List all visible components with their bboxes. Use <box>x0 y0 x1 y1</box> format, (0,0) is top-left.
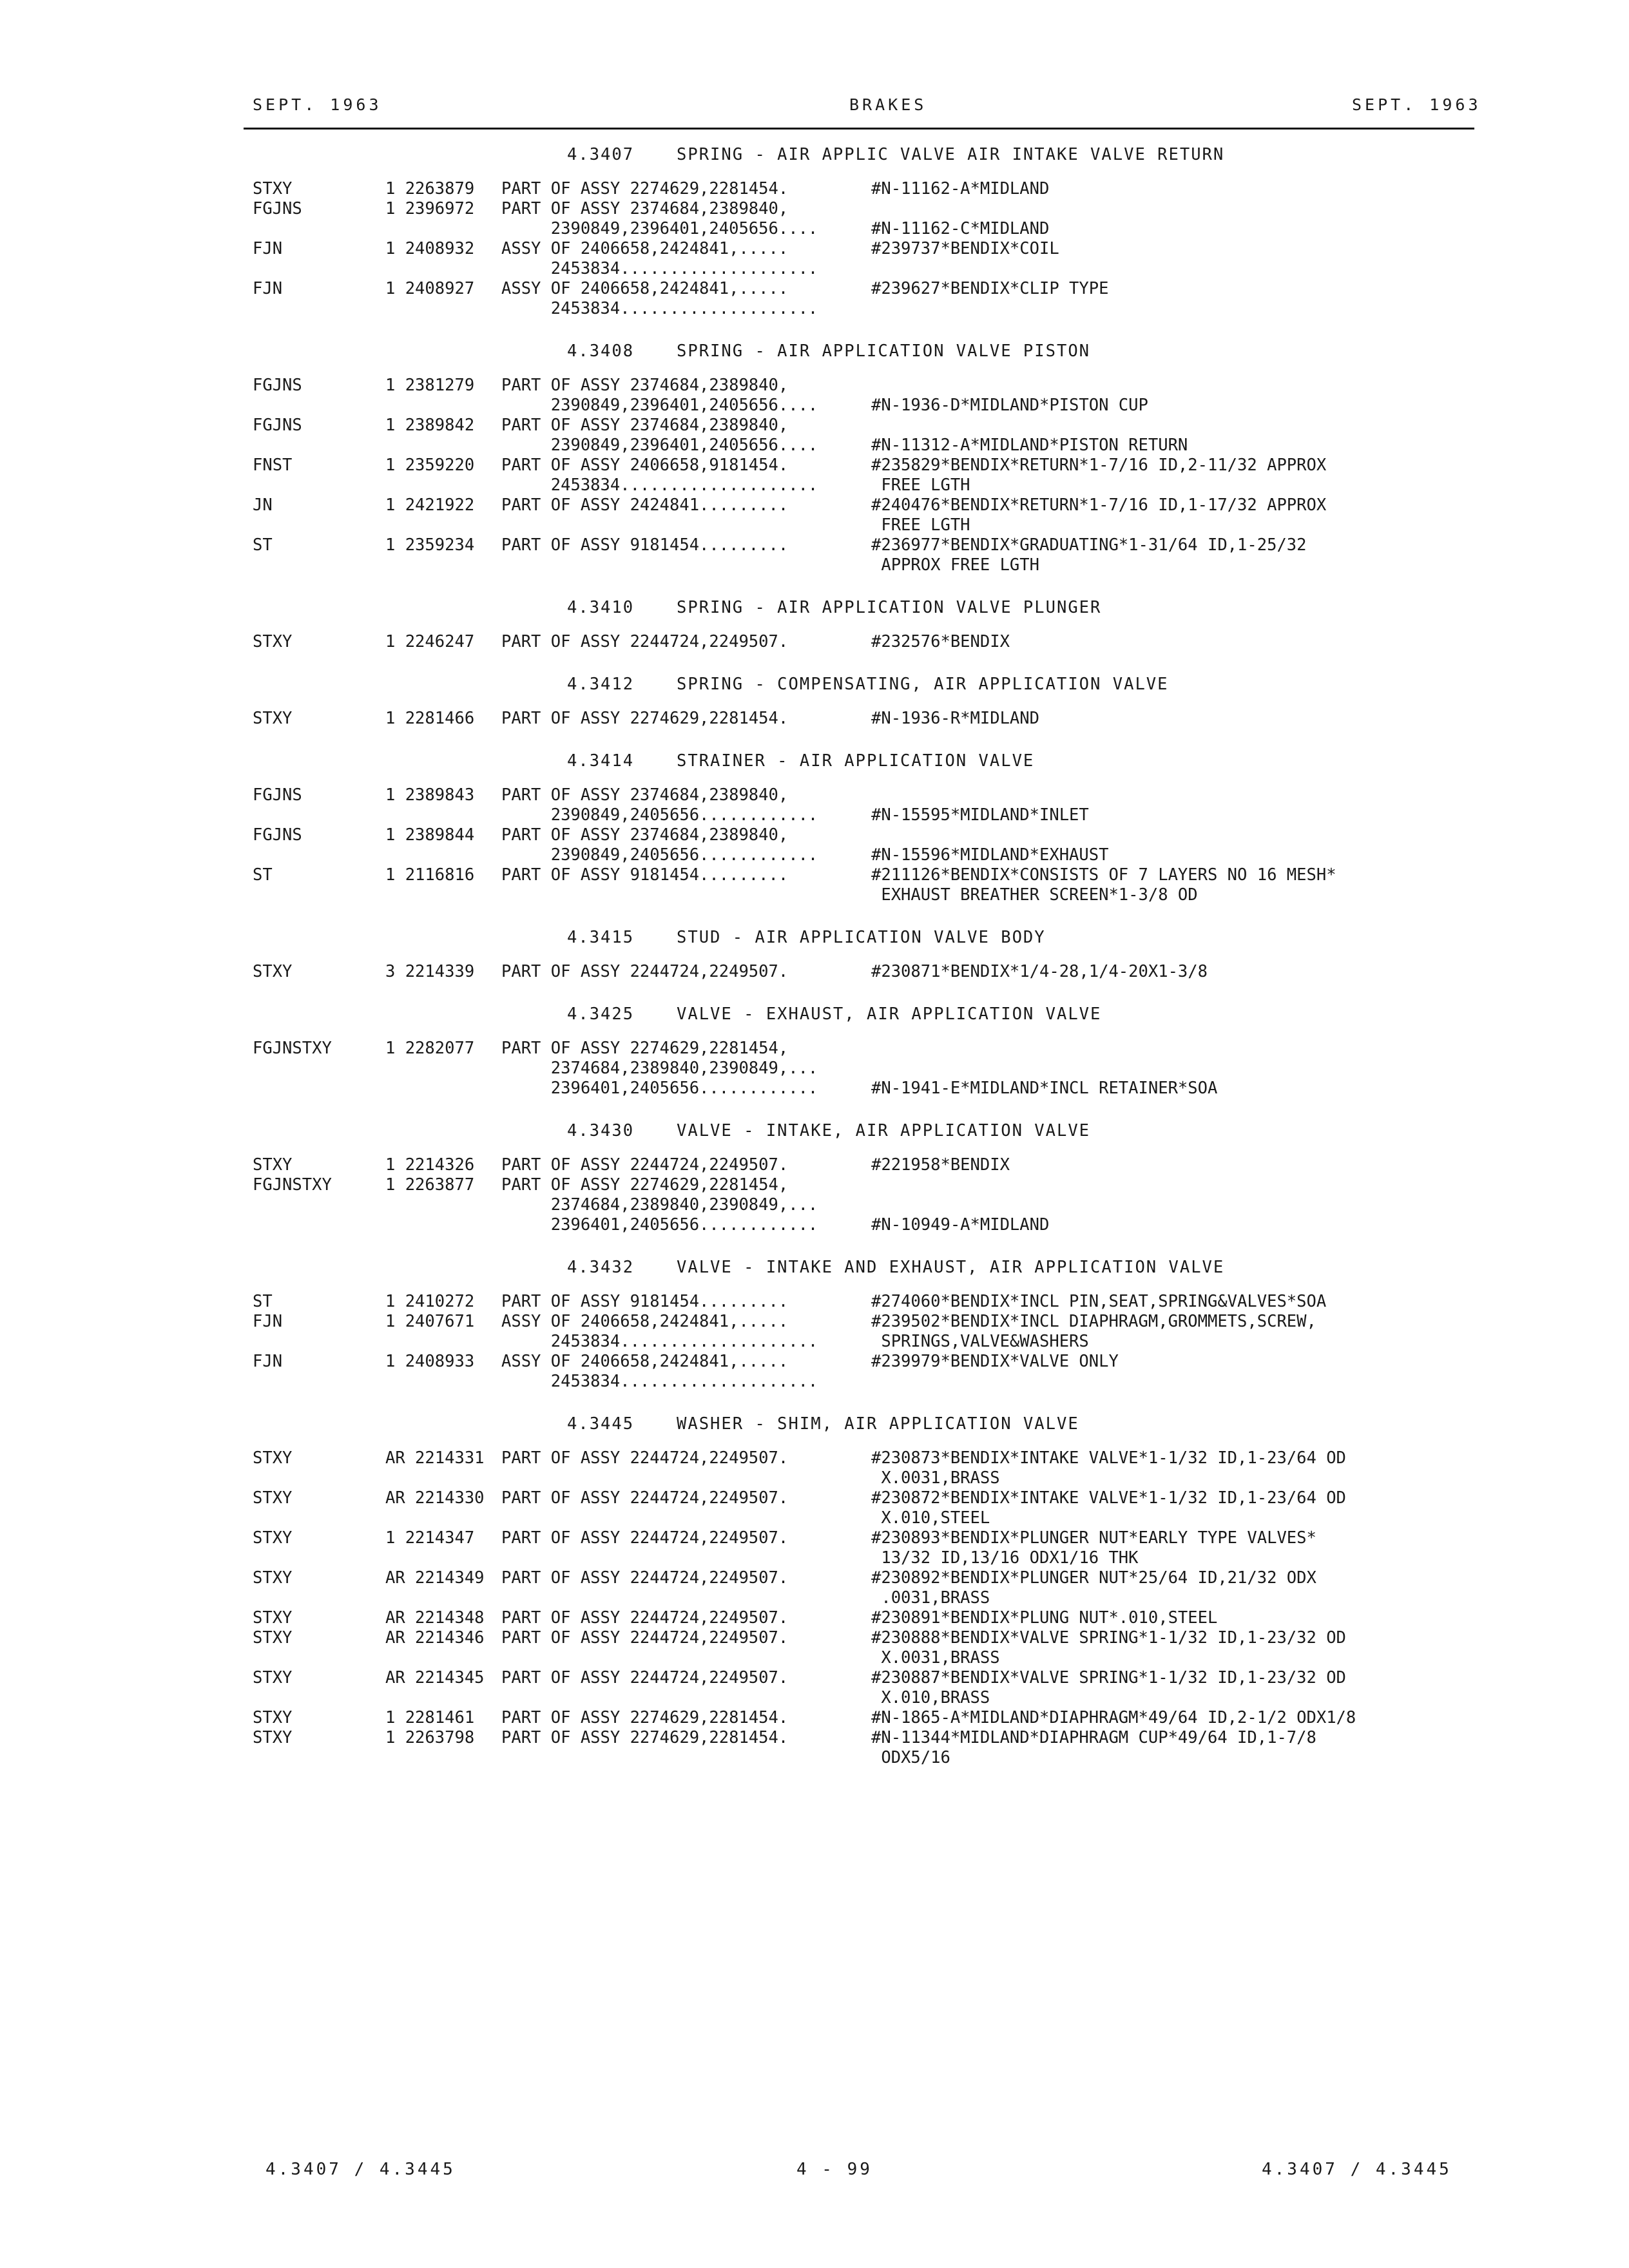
assembly-ref: 2396401,2405656............ <box>501 1079 818 1098</box>
part-row <box>0 1748 1629 1768</box>
description: .0031,BRASS <box>871 1588 990 1608</box>
qty-part-number: 1 2389842 <box>385 416 475 435</box>
part-row <box>0 1332 1629 1352</box>
part-row <box>0 1448 1629 1468</box>
assembly-ref: PART OF ASSY 2374684,2389840, <box>501 376 789 395</box>
qty-part-number: 1 2381279 <box>385 376 475 395</box>
qty-part-number: 1 2116816 <box>385 865 475 885</box>
assembly-ref: PART OF ASSY 2244724,2249507. <box>501 1528 789 1548</box>
description: #235829*BENDIX*RETURN*1-7/16 ID,2-11/32 APPROX <box>871 456 1327 475</box>
description: #230891*BENDIX*PLUNG NUT*.010,STEEL <box>871 1608 1218 1628</box>
description: X.010,STEEL <box>871 1508 990 1528</box>
part-row <box>0 376 1629 396</box>
part-row <box>0 299 1629 319</box>
section-number: 4.3432 <box>567 1258 635 1277</box>
description: 13/32 ID,13/16 ODX1/16 THK <box>871 1548 1139 1568</box>
section-title <box>567 1110 1629 1151</box>
assembly-ref: 2374684,2389840,2390849,... <box>501 1195 818 1215</box>
section-title <box>567 664 1629 705</box>
part-row <box>0 555 1629 575</box>
description: EXHAUST BREATHER SCREEN*1-3/8 OD <box>871 885 1198 905</box>
part-row <box>0 515 1629 535</box>
description: X.0031,BRASS <box>871 1468 1000 1488</box>
qty-part-number: 1 2421922 <box>385 495 475 515</box>
qty-part-number: AR 2214331 <box>385 1448 485 1468</box>
section-title <box>567 1247 1629 1288</box>
section-number: 4.3410 <box>567 598 635 617</box>
description: #N-1941-E*MIDLAND*INCL RETAINER*SOA <box>871 1079 1218 1098</box>
description: #N-1865-A*MIDLAND*DIAPHRAGM*49/64 ID,2-1/2 ODX1/8 <box>871 1708 1356 1727</box>
model-codes: STXY <box>253 1448 293 1468</box>
description: #230893*BENDIX*PLUNGER NUT*EARLY TYPE VALVES* <box>871 1528 1316 1548</box>
qty-part-number: 3 2214339 <box>385 962 475 981</box>
header-date-left: SEPT. 1963 <box>253 95 382 114</box>
qty-part-number: 1 2389843 <box>385 785 475 805</box>
assembly-ref: PART OF ASSY 2244724,2249507. <box>501 1448 789 1468</box>
description: #240476*BENDIX*RETURN*1-7/16 ID,1-17/32 APPROX <box>871 495 1327 515</box>
description: X.010,BRASS <box>871 1688 990 1707</box>
qty-part-number: 1 2263879 <box>385 179 475 198</box>
qty-part-number: 1 2408927 <box>385 279 475 298</box>
part-row <box>0 456 1629 476</box>
qty-part-number: AR 2214348 <box>385 1608 485 1628</box>
part-row <box>0 1352 1629 1372</box>
assembly-ref: 2374684,2389840,2390849,... <box>501 1059 818 1078</box>
part-row <box>0 1372 1629 1392</box>
part-row <box>0 1708 1629 1728</box>
section-title <box>567 587 1629 628</box>
model-codes: FJN <box>253 239 283 258</box>
part-row <box>0 1648 1629 1668</box>
assembly-ref: ASSY OF 2406658,2424841,..... <box>501 239 789 258</box>
assembly-ref: ASSY OF 2406658,2424841,..... <box>501 1312 789 1331</box>
part-row <box>0 259 1629 279</box>
part-row <box>0 1079 1629 1099</box>
header-title: BRAKES <box>849 95 927 114</box>
footer-range-left: 4.3407 / 4.3445 <box>265 2160 456 2179</box>
assembly-ref: 2390849,2405656............ <box>501 845 818 865</box>
section-number: 4.3412 <box>567 675 635 694</box>
model-codes: STXY <box>253 1528 293 1548</box>
assembly-ref: PART OF ASSY 2274629,2281454. <box>501 1708 789 1727</box>
section-title <box>567 994 1629 1035</box>
model-codes: STXY <box>253 632 293 651</box>
part-row <box>0 219 1629 239</box>
model-codes: FGJNS <box>253 199 302 218</box>
description: FREE LGTH <box>871 476 970 495</box>
part-row <box>0 1568 1629 1588</box>
assembly-ref: 2453834.................... <box>501 1372 818 1391</box>
assembly-ref: PART OF ASSY 2374684,2389840, <box>501 825 789 845</box>
description: #N-1936-D*MIDLAND*PISTON CUP <box>871 396 1148 415</box>
footer-range-right: 4.3407 / 4.3445 <box>1262 2160 1452 2179</box>
model-codes: ST <box>253 1292 273 1311</box>
description: #230872*BENDIX*INTAKE VALVE*1-1/32 ID,1-23/64 OD <box>871 1488 1346 1508</box>
assembly-ref: 2390849,2396401,2405656.... <box>501 396 818 415</box>
assembly-ref: PART OF ASSY 2244724,2249507. <box>501 1668 789 1687</box>
assembly-ref: 2453834.................... <box>501 476 818 495</box>
model-codes: ST <box>253 535 273 555</box>
part-row <box>0 865 1629 885</box>
part-row <box>0 1292 1629 1312</box>
model-codes: STXY <box>253 179 293 198</box>
model-codes: STXY <box>253 1608 293 1628</box>
model-codes: STXY <box>253 1708 293 1727</box>
header-date-right: SEPT. 1963 <box>1352 95 1481 114</box>
model-codes: STXY <box>253 1628 293 1648</box>
description: FREE LGTH <box>871 515 970 535</box>
part-row <box>0 1588 1629 1608</box>
section-number: 4.3414 <box>567 751 635 771</box>
model-codes: FJN <box>253 279 283 298</box>
qty-part-number: 1 2281461 <box>385 1708 475 1727</box>
section-heading: VALVE - INTAKE AND EXHAUST, AIR APPLICATION VALVE <box>677 1258 1225 1277</box>
section-heading: VALVE - EXHAUST, AIR APPLICATION VALVE <box>677 1004 1102 1024</box>
model-codes: FGJNSTXY <box>253 1039 332 1058</box>
description: X.0031,BRASS <box>871 1648 1000 1667</box>
model-codes: FGJNS <box>253 416 302 435</box>
qty-part-number: 1 2359220 <box>385 456 475 475</box>
description: #230887*BENDIX*VALVE SPRING*1-1/32 ID,1-23/32 OD <box>871 1668 1346 1687</box>
part-row <box>0 1312 1629 1332</box>
part-row <box>0 1628 1629 1648</box>
qty-part-number: 1 2214347 <box>385 1528 475 1548</box>
description: #239502*BENDIX*INCL DIAPHRAGM,GROMMETS,SCREW, <box>871 1312 1316 1331</box>
assembly-ref: PART OF ASSY 2244724,2249507. <box>501 962 789 981</box>
qty-part-number: AR 2214330 <box>385 1488 485 1508</box>
part-row <box>0 396 1629 416</box>
qty-part-number: 1 2408933 <box>385 1352 475 1371</box>
assembly-ref: PART OF ASSY 9181454......... <box>501 535 789 555</box>
part-row <box>0 1059 1629 1079</box>
model-codes: FNST <box>253 456 293 475</box>
assembly-ref: PART OF ASSY 2244724,2249507. <box>501 1608 789 1628</box>
part-row <box>0 1039 1629 1059</box>
section-heading: SPRING - AIR APPLIC VALVE AIR INTAKE VALVE RETURN <box>677 145 1225 164</box>
section-heading: VALVE - INTAKE, AIR APPLICATION VALVE <box>677 1121 1091 1140</box>
description: #N-15596*MIDLAND*EXHAUST <box>871 845 1109 865</box>
part-row <box>0 199 1629 219</box>
part-row <box>0 1155 1629 1175</box>
qty-part-number: 1 2263798 <box>385 1728 475 1747</box>
description: #N-10949-A*MIDLAND <box>871 1215 1050 1235</box>
part-row <box>0 535 1629 555</box>
assembly-ref: PART OF ASSY 2274629,2281454. <box>501 179 789 198</box>
description: SPRINGS,VALVE&WASHERS <box>871 1332 1089 1351</box>
part-row <box>0 436 1629 456</box>
assembly-ref: ASSY OF 2406658,2424841,..... <box>501 279 789 298</box>
assembly-ref: PART OF ASSY 2274629,2281454, <box>501 1175 789 1195</box>
description: #N-11312-A*MIDLAND*PISTON RETURN <box>871 436 1188 455</box>
section-number: 4.3425 <box>567 1004 635 1024</box>
section-heading: WASHER - SHIM, AIR APPLICATION VALVE <box>677 1414 1079 1434</box>
model-codes: FGJNS <box>253 376 302 395</box>
assembly-ref: PART OF ASSY 9181454......... <box>501 865 789 885</box>
model-codes: FGJNSTXY <box>253 1175 332 1195</box>
assembly-ref: 2396401,2405656............ <box>501 1215 818 1235</box>
description: #236977*BENDIX*GRADUATING*1-31/64 ID,1-25/32 <box>871 535 1307 555</box>
section-number: 4.3430 <box>567 1121 635 1140</box>
assembly-ref: PART OF ASSY 2374684,2389840, <box>501 785 789 805</box>
model-codes: FJN <box>253 1312 283 1331</box>
part-row <box>0 495 1629 515</box>
assembly-ref: PART OF ASSY 2244724,2249507. <box>501 1568 789 1588</box>
assembly-ref: 2390849,2405656............ <box>501 805 818 825</box>
part-row <box>0 1668 1629 1688</box>
description: #N-15595*MIDLAND*INLET <box>871 805 1089 825</box>
section-title <box>567 917 1629 958</box>
assembly-ref: PART OF ASSY 2244724,2249507. <box>501 1155 789 1175</box>
part-row <box>0 1728 1629 1748</box>
section-heading: STRAINER - AIR APPLICATION VALVE <box>677 751 1035 771</box>
qty-part-number: 1 2396972 <box>385 199 475 218</box>
section-number: 4.3408 <box>567 341 635 361</box>
assembly-ref: PART OF ASSY 2244724,2249507. <box>501 1628 789 1648</box>
qty-part-number: 1 2407671 <box>385 1312 475 1331</box>
part-row <box>0 179 1629 199</box>
part-row <box>0 1195 1629 1215</box>
part-row <box>0 805 1629 825</box>
assembly-ref: PART OF ASSY 2374684,2389840, <box>501 416 789 435</box>
assembly-ref: 2390849,2396401,2405656.... <box>501 219 818 238</box>
description: #211126*BENDIX*CONSISTS OF 7 LAYERS NO 16 MESH* <box>871 865 1336 885</box>
part-row <box>0 1508 1629 1528</box>
model-codes: ST <box>253 865 273 885</box>
part-row <box>0 279 1629 299</box>
qty-part-number: 1 2389844 <box>385 825 475 845</box>
assembly-ref: 2453834.................... <box>501 259 818 278</box>
qty-part-number: 1 2359234 <box>385 535 475 555</box>
assembly-ref: ASSY OF 2406658,2424841,..... <box>501 1352 789 1371</box>
assembly-ref: 2453834.................... <box>501 1332 818 1351</box>
model-codes: FGJNS <box>253 785 302 805</box>
section-heading: SPRING - COMPENSATING, AIR APPLICATION VALVE <box>677 675 1169 694</box>
part-row <box>0 1488 1629 1508</box>
part-row <box>0 1175 1629 1195</box>
qty-part-number: 1 2408932 <box>385 239 475 258</box>
model-codes: STXY <box>253 1728 293 1747</box>
section-title <box>567 740 1629 782</box>
part-row <box>0 632 1629 652</box>
section-number: 4.3407 <box>567 145 635 164</box>
part-row <box>0 1688 1629 1708</box>
parts-list <box>0 134 1629 1780</box>
qty-part-number: 1 2246247 <box>385 632 475 651</box>
part-row <box>0 845 1629 865</box>
part-row <box>0 1468 1629 1488</box>
assembly-ref: 2453834.................... <box>501 299 818 318</box>
description: #274060*BENDIX*INCL PIN,SEAT,SPRING&VALVES*SOA <box>871 1292 1327 1311</box>
assembly-ref: 2390849,2396401,2405656.... <box>501 436 818 455</box>
description: ODX5/16 <box>871 1748 950 1767</box>
part-row <box>0 1215 1629 1235</box>
description: APPROX FREE LGTH <box>871 555 1039 575</box>
part-row <box>0 885 1629 905</box>
section-number: 4.3415 <box>567 928 635 947</box>
description: #230871*BENDIX*1/4-28,1/4-20X1-3/8 <box>871 962 1208 981</box>
section-number: 4.3445 <box>567 1414 635 1434</box>
model-codes: STXY <box>253 1155 293 1175</box>
part-row <box>0 476 1629 495</box>
description: #N-11344*MIDLAND*DIAPHRAGM CUP*49/64 ID,1-7/8 <box>871 1728 1316 1747</box>
assembly-ref: PART OF ASSY 2274629,2281454, <box>501 1039 789 1058</box>
qty-part-number: AR 2214345 <box>385 1668 485 1687</box>
qty-part-number: 1 2214326 <box>385 1155 475 1175</box>
part-row <box>0 1608 1629 1628</box>
description: #230888*BENDIX*VALVE SPRING*1-1/32 ID,1-23/32 OD <box>871 1628 1346 1648</box>
description: #N-11162-C*MIDLAND <box>871 219 1050 238</box>
section-heading: STUD - AIR APPLICATION VALVE BODY <box>677 928 1046 947</box>
section-title <box>567 134 1629 175</box>
section-title <box>567 331 1629 372</box>
part-row <box>0 825 1629 845</box>
model-codes: STXY <box>253 1568 293 1588</box>
description: #N-1936-R*MIDLAND <box>871 709 1039 728</box>
model-codes: STXY <box>253 962 293 981</box>
footer-page-number: 4 - 99 <box>796 2160 872 2179</box>
part-row <box>0 785 1629 805</box>
description: #232576*BENDIX <box>871 632 1010 651</box>
qty-part-number: 1 2263877 <box>385 1175 475 1195</box>
assembly-ref: PART OF ASSY 2274629,2281454. <box>501 709 789 728</box>
model-codes: STXY <box>253 1668 293 1687</box>
part-row <box>0 1528 1629 1548</box>
description: #239979*BENDIX*VALVE ONLY <box>871 1352 1119 1371</box>
section-heading: SPRING - AIR APPLICATION VALVE PLUNGER <box>677 598 1102 617</box>
description: #221958*BENDIX <box>871 1155 1010 1175</box>
model-codes: STXY <box>253 1488 293 1508</box>
model-codes: FJN <box>253 1352 283 1371</box>
part-row <box>0 1548 1629 1568</box>
part-row <box>0 239 1629 259</box>
section-heading: SPRING - AIR APPLICATION VALVE PISTON <box>677 341 1091 361</box>
model-codes: FGJNS <box>253 825 302 845</box>
assembly-ref: PART OF ASSY 2244724,2249507. <box>501 1488 789 1508</box>
header-rule <box>244 128 1474 130</box>
qty-part-number: AR 2214346 <box>385 1628 485 1648</box>
assembly-ref: PART OF ASSY 2274629,2281454. <box>501 1728 789 1747</box>
assembly-ref: PART OF ASSY 9181454......... <box>501 1292 789 1311</box>
qty-part-number: AR 2214349 <box>385 1568 485 1588</box>
assembly-ref: PART OF ASSY 2244724,2249507. <box>501 632 789 651</box>
part-row <box>0 709 1629 729</box>
description: #239627*BENDIX*CLIP TYPE <box>871 279 1109 298</box>
qty-part-number: 1 2282077 <box>385 1039 475 1058</box>
description: #230892*BENDIX*PLUNGER NUT*25/64 ID,21/32 ODX <box>871 1568 1316 1588</box>
part-row <box>0 416 1629 436</box>
qty-part-number: 1 2410272 <box>385 1292 475 1311</box>
model-codes: STXY <box>253 709 293 728</box>
qty-part-number: 1 2281466 <box>385 709 475 728</box>
assembly-ref: PART OF ASSY 2374684,2389840, <box>501 199 789 218</box>
model-codes: JN <box>253 495 273 515</box>
part-row <box>0 962 1629 982</box>
description: #230873*BENDIX*INTAKE VALVE*1-1/32 ID,1-23/64 OD <box>871 1448 1346 1468</box>
description: #N-11162-A*MIDLAND <box>871 179 1050 198</box>
assembly-ref: PART OF ASSY 2406658,9181454. <box>501 456 789 475</box>
section-title <box>567 1403 1629 1445</box>
assembly-ref: PART OF ASSY 2424841......... <box>501 495 789 515</box>
description: #239737*BENDIX*COIL <box>871 239 1059 258</box>
